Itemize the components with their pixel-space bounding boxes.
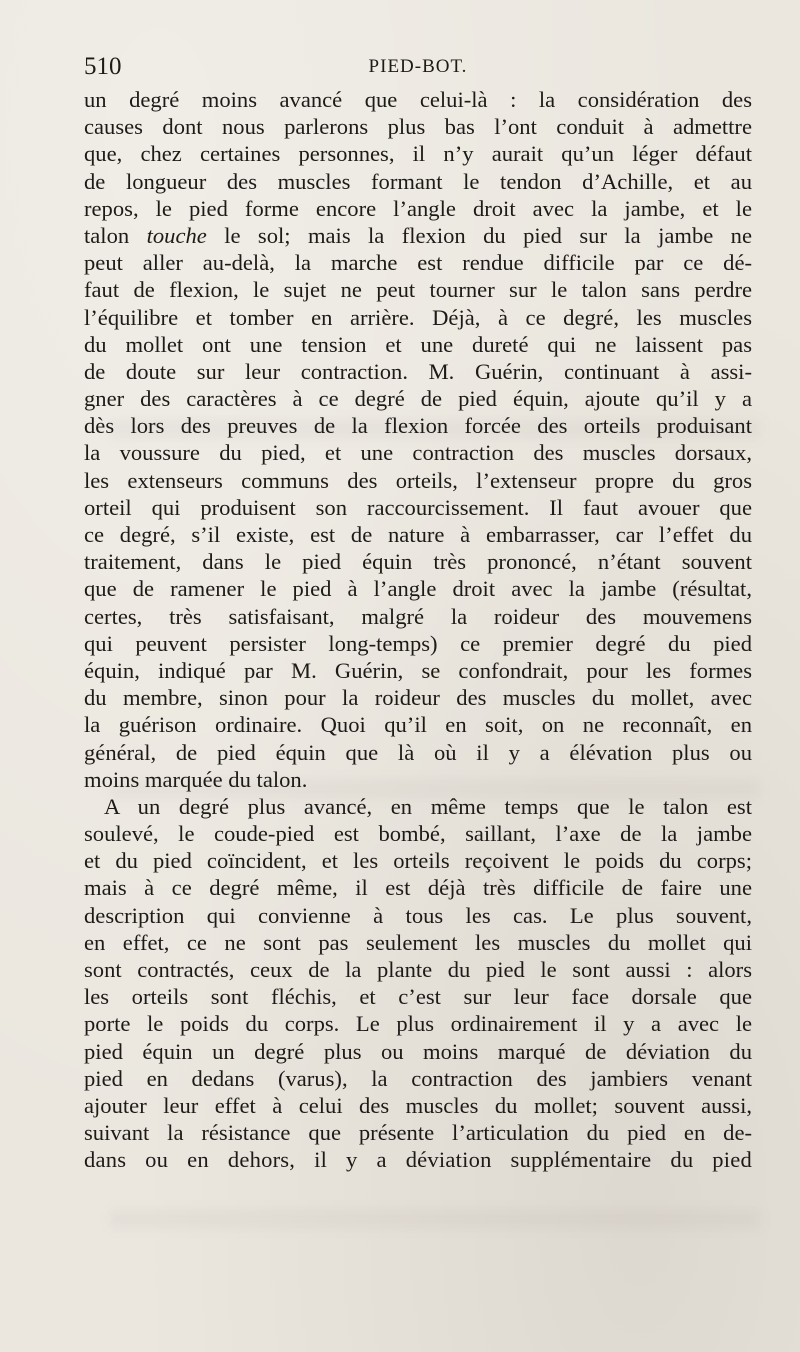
text-line: sont contractés, ceux de la plante du pied le sont aussi : alors: [84, 957, 752, 982]
text-fragment: talon: [84, 222, 147, 248]
text-line: de doute sur leur contraction. M. Guérin, continuant à assi-: [84, 358, 752, 384]
text-line: les orteils sont fléchis, et c’est sur leur face dorsale que: [84, 984, 752, 1010]
text-line: qui peuvent persister long-temps) ce premier degré du pied: [84, 630, 752, 656]
text-line: la guérison ordinaire. Quoi qu’il en soit, on ne reconnaît, en: [84, 712, 752, 738]
text-line: du membre, sinon pour la roideur des muscles du mollet, avec: [84, 685, 752, 711]
text-line: A un degré plus avancé, en même temps que le talon est: [104, 793, 752, 819]
page-number: 510: [84, 53, 122, 80]
text-line: moins marquée du talon.: [84, 766, 308, 792]
body-text: [84, 86, 752, 1174]
text-line: soulevé, le coude-pied est bombé, saillant, l’axe de la jambe: [84, 821, 752, 847]
text-line: que, chez certaines personnes, il n’y aurait qu’un léger défaut: [84, 141, 752, 167]
text-line: ce degré, s’il existe, est de nature à embarrasser, car l’effet du: [84, 522, 752, 547]
text-line: mais à ce degré même, il est déjà très difficile de faire une: [84, 875, 752, 901]
text-line: orteil qui produisent son raccourcissement. Il faut avouer que: [84, 494, 752, 520]
text-line: porte le poids du corps. Le plus ordinairement il y a avec le: [84, 1011, 752, 1037]
text-line: du mollet ont une tension et une dureté qui ne laissent pas: [84, 331, 752, 357]
text-line: en effet, ce ne sont pas seulement les muscles du mollet qui: [84, 929, 752, 955]
show-through-shadow: [110, 1210, 760, 1228]
text-line-with-italic: [84, 222, 752, 249]
text-line: général, de pied équin que là où il y a élévation plus ou: [84, 739, 752, 765]
text-line: de longueur des muscles formant le tendon d’Achille, et au: [84, 168, 752, 194]
running-title: PIED-BOT.: [368, 56, 468, 77]
text-line: pied équin un degré plus ou moins marqué de déviation du: [84, 1038, 752, 1064]
paragraph-1: [84, 86, 752, 793]
text-line: faut de flexion, le sujet ne peut tourner sur le talon sans perdre: [84, 277, 752, 303]
text-line: causes dont nous parlerons plus bas l’ont conduit à admettre: [84, 114, 752, 140]
page-header: [84, 50, 752, 84]
text-line: et du pied coïncident, et les orteils reçoivent le poids du corps;: [84, 848, 752, 874]
text-line: ajouter leur effet à celui des muscles du mollet; souvent aussi,: [84, 1092, 752, 1118]
text-line: peut aller au-delà, la marche est rendue difficile par ce dé-: [84, 250, 752, 276]
italic-word: touche: [146, 222, 207, 248]
text-line: gner des caractères à ce degré de pied équin, ajoute qu’il y a: [84, 386, 752, 412]
text-line: un degré moins avancé que celui-là : la considération des: [84, 87, 752, 112]
text-line: description qui convienne à tous les cas. Le plus souvent,: [84, 902, 752, 928]
text-line: repos, le pied forme encore l’angle droit avec la jambe, et le: [84, 195, 752, 221]
text-line: équin, indiqué par M. Guérin, se confondrait, pour les formes: [84, 657, 752, 683]
text-line: certes, très satisfaisant, malgré la roideur des mouvemens: [84, 603, 752, 629]
text-line: dès lors des preuves de la flexion forcée des orteils produisant: [84, 413, 752, 439]
text-line: dans ou en dehors, il y a déviation supplémentaire du pied: [84, 1147, 752, 1173]
text-line: les extenseurs communs des orteils, l’extenseur propre du gros: [84, 467, 752, 493]
paragraph-2: [84, 793, 752, 1174]
text-line: traitement, dans le pied équin très prononcé, n’étant souvent: [84, 549, 752, 575]
text-fragment: le sol; mais la flexion du pied sur la jambe ne: [206, 222, 753, 248]
text-line: la voussure du pied, et une contraction des muscles dorsaux,: [84, 440, 752, 466]
text-line: que de ramener le pied à l’angle droit avec la jambe (résultat,: [84, 576, 752, 602]
text-line: suivant la résistance que présente l’articulation du pied en de-: [84, 1120, 752, 1146]
text-line: l’équilibre et tomber en arrière. Déjà, à ce degré, les muscles: [84, 304, 752, 330]
text-line: pied en dedans (varus), la contraction des jambiers venant: [84, 1065, 752, 1091]
